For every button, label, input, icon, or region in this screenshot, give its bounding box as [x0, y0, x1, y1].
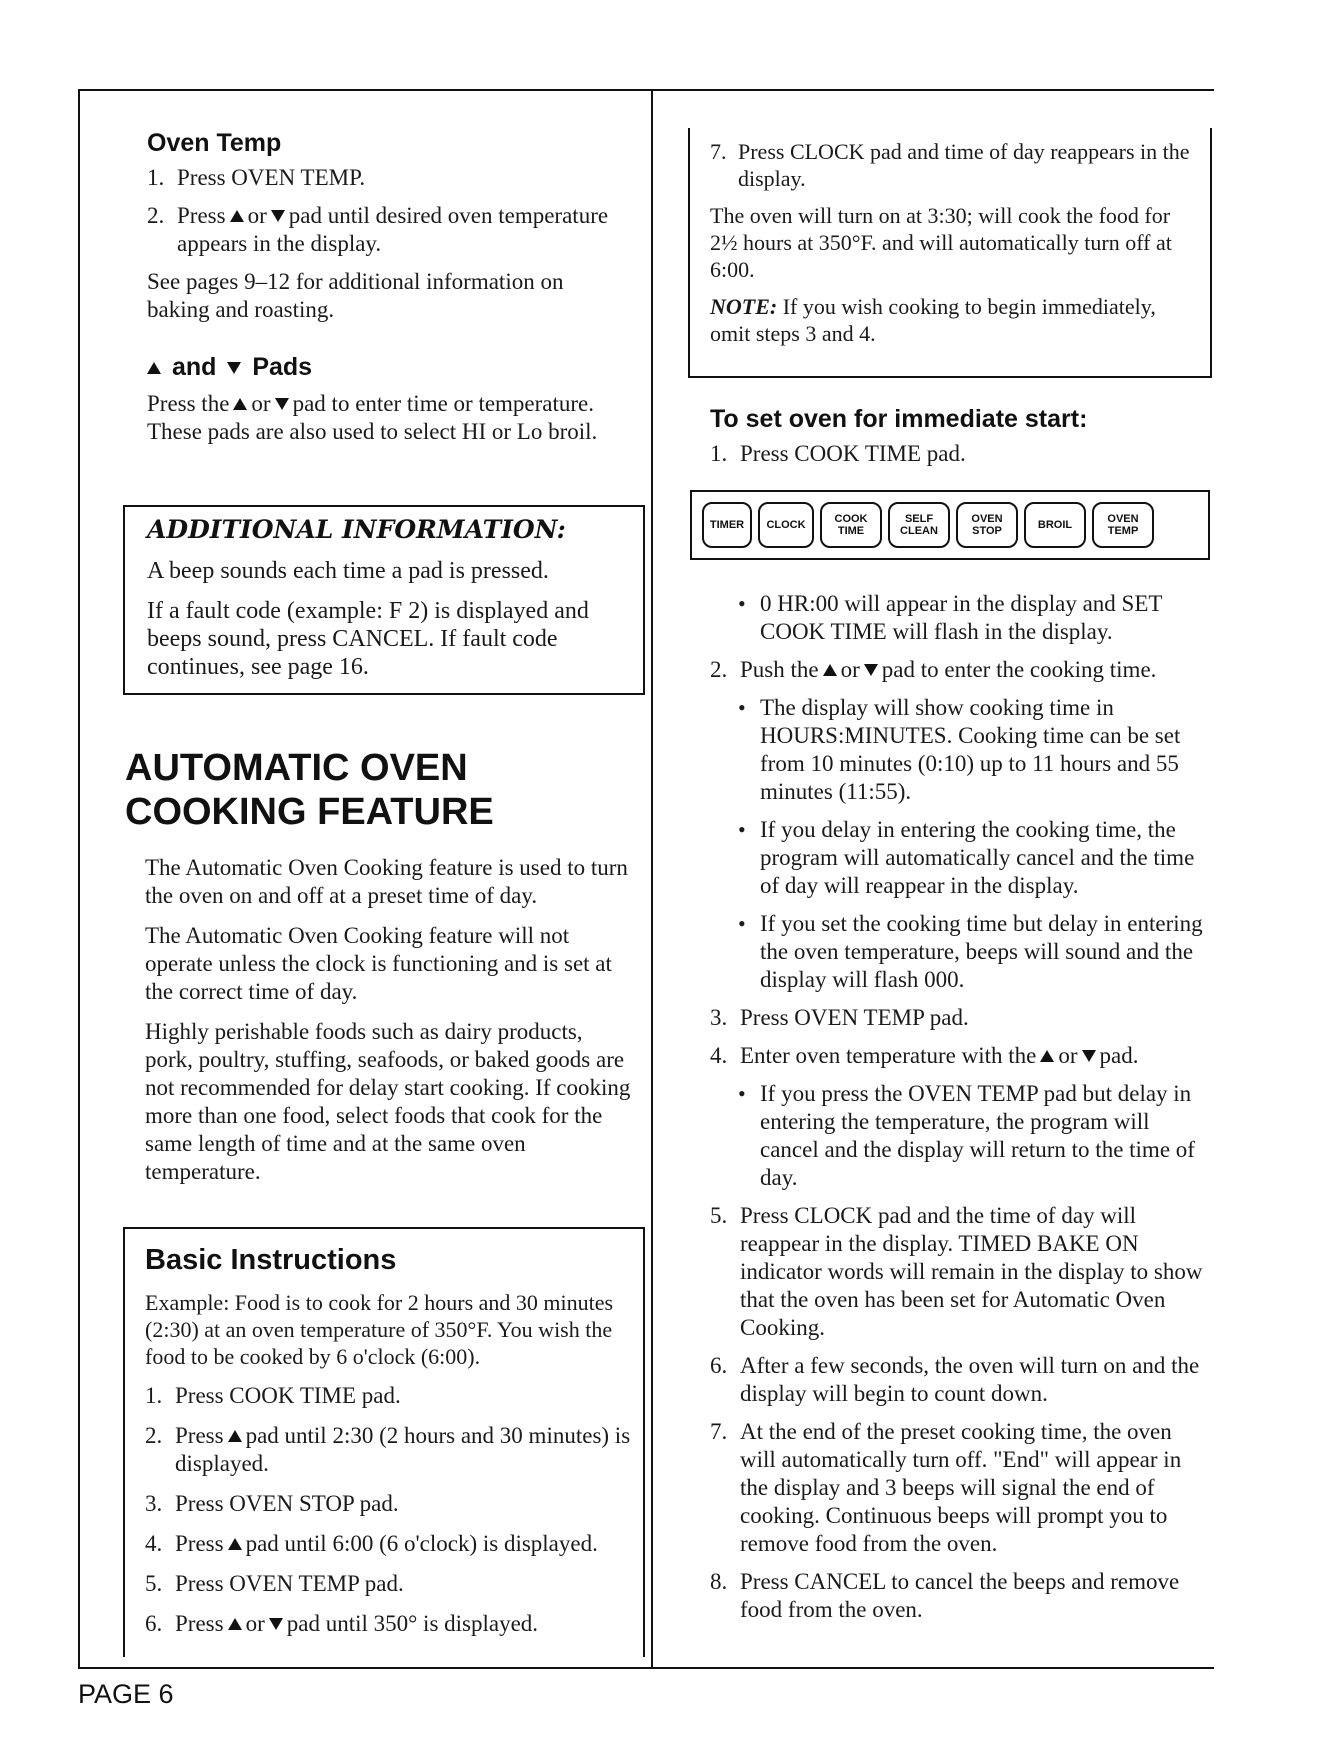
up-arrow-icon: [1040, 1050, 1054, 1062]
key-self-clean: SELF CLEAN: [888, 502, 950, 548]
oven-temp-note: See pages 9–12 for additional information on baking and roasting.: [147, 269, 564, 322]
immediate-step-3: 3. Press OVEN TEMP pad.: [710, 1005, 969, 1030]
cont-step-7: 7. Press CLOCK pad and time of day reappears in the display.: [710, 139, 1190, 191]
basic-instructions-box: [123, 1227, 645, 1657]
basic-step-1: 1. Press COOK TIME pad.: [145, 1383, 401, 1408]
immediate-step-5: 5. Press CLOCK pad and the time of day will reappear in the display. TIMED BAKE ON indicator words will remain in the display to show that the oven has been set for Automatic Oven Cooking.: [710, 1203, 1203, 1340]
down-arrow-icon: [275, 398, 289, 410]
up-arrow-icon: [233, 398, 247, 410]
up-arrow-icon: [823, 664, 837, 676]
down-arrow-icon: [269, 1618, 283, 1630]
oven-temp-step-1: 1. Press OVEN TEMP.: [147, 165, 366, 190]
down-arrow-icon: [271, 210, 285, 222]
immediate-bullet-3: • If you delay in entering the cooking time, the program will automatically cancel and the time of day will reappear in the display.: [738, 817, 1195, 898]
immediate-start-heading: To set oven for immediate start:: [710, 405, 1088, 433]
basic-step-3: 3. Press OVEN STOP pad.: [145, 1491, 399, 1516]
up-arrow-icon: [230, 210, 244, 222]
key-oven-stop: OVEN STOP: [956, 502, 1018, 548]
bottom-rule: [78, 1667, 1214, 1669]
key-clock: CLOCK: [758, 502, 814, 548]
up-arrow-icon: [228, 1618, 242, 1630]
immediate-step-6: 6. After a few seconds, the oven will turn on and the display will begin to count down.: [710, 1353, 1200, 1406]
key-broil: BROIL: [1024, 502, 1086, 548]
cont-p1: The oven will turn on at 3:30; will cook the food for 2½ hours at 350°F. and will automatically turn off at 6:00.: [710, 203, 1172, 282]
immediate-step-4: 4. Enter oven temperature with the or pad.: [710, 1043, 1139, 1068]
key-oven-temp: OVEN TEMP: [1092, 502, 1154, 548]
pads-heading: and Pads: [147, 352, 627, 382]
oven-temp-step-2: 2. Press or pad until desired oven temperature appears in the display.: [147, 203, 609, 256]
immediate-start-heading-block: [710, 404, 1210, 468]
key-timer: TIMER: [702, 502, 752, 548]
immediate-bullet-2: • The display will show cooking time in HOURS:MINUTES. Cooking time can be set from 10 minutes (0:10) up to 11 hours and 55 minutes (11:55).: [738, 695, 1181, 804]
immediate-bullet-5: • If you press the OVEN TEMP pad but delay in entering the temperature, the program will cancel and the display will return to the time of day.: [738, 1081, 1195, 1190]
basic-instructions-heading: Basic Instructions: [145, 1244, 397, 1276]
basic-step-2: 2. Press pad until 2:30 (2 hours and 30 minutes) is displayed.: [145, 1423, 631, 1476]
column-divider: [651, 89, 653, 1667]
top-rule: [78, 89, 1214, 91]
basic-example: Example: Food is to cook for 2 hours and 30 minutes (2:30) at an oven temperature of 350°F. You wish the food to be cooked by 6 o'clock (6:00).: [145, 1290, 614, 1369]
additional-info-p1: A beep sounds each time a pad is pressed.: [147, 558, 549, 584]
pads-section: [147, 352, 627, 446]
automatic-oven-title: AUTOMATIC OVEN COOKING FEATURE: [125, 747, 494, 833]
additional-info-box: [123, 505, 645, 695]
up-arrow-icon: [228, 1430, 242, 1442]
basic-step-5: 5. Press OVEN TEMP pad.: [145, 1571, 404, 1596]
auto-p3: Highly perishable foods such as dairy products, pork, poultry, stuffing, seafoods, or baked goods are not recommended for delay start cooking. If cooking more than one food, select foods that cook for the same length of time and at the same oven temperature.: [145, 1019, 631, 1184]
basic-step-6: 6. Press or pad until 350° is displayed.: [145, 1611, 539, 1636]
additional-info-p2: If a fault code (example: F 2) is displayed and beeps sound, press CANCEL. If fault code continues, see page 16.: [147, 598, 589, 680]
immediate-bullet-4: • If you set the cooking time but delay in entering the oven temperature, beeps will sound and the display will flash 000.: [738, 911, 1203, 992]
oven-temp-heading: Oven Temp: [147, 129, 282, 157]
control-panel-illustration: [690, 490, 1210, 560]
down-arrow-icon: [864, 664, 878, 676]
down-arrow-icon: [227, 362, 241, 374]
auto-p2: The Automatic Oven Cooking feature will not operate unless the clock is functioning and is set at the correct time of day.: [145, 923, 612, 1004]
immediate-bullet-1: • 0 HR:00 will appear in the display and SET COOK TIME will flash in the display.: [738, 591, 1163, 644]
cont-note: NOTE: If you wish cooking to begin immediately, omit steps 3 and 4.: [710, 294, 1156, 346]
immediate-step-7: 7. At the end of the preset cooking time, the oven will automatically turn off. "End" will appear in the display and 3 beeps will signal the end of cooking. Continuous beeps will prompt you to remove food from the oven.: [710, 1419, 1182, 1556]
automatic-oven-body: [145, 854, 635, 1186]
key-cook-time: COOK TIME: [820, 502, 882, 548]
continued-steps-box: [688, 128, 1212, 378]
up-arrow-icon: [228, 1538, 242, 1550]
down-arrow-icon: [1082, 1050, 1096, 1062]
additional-info-heading: ADDITIONAL INFORMATION:: [147, 515, 566, 544]
basic-step-4: 4. Press pad until 6:00 (6 o'clock) is displayed.: [145, 1531, 598, 1556]
up-arrow-icon: [147, 362, 161, 374]
pads-text: Press the or pad to enter time or temperature. These pads are also used to select HI or Lo broil.: [147, 391, 598, 444]
immediate-step-2: 2. Push the or pad to enter the cooking time.: [710, 657, 1157, 682]
auto-p1: The Automatic Oven Cooking feature is used to turn the oven on and off at a preset time of day.: [145, 855, 628, 908]
left-edge-rule: [78, 89, 80, 1667]
immediate-step-8: 8. Press CANCEL to cancel the beeps and remove food from the oven.: [710, 1569, 1180, 1622]
oven-temp-section: [147, 128, 627, 324]
page-number: PAGE 6: [78, 1679, 174, 1709]
immediate-start-steps: [710, 590, 1205, 1624]
immediate-step-1: 1. Press COOK TIME pad.: [710, 441, 966, 466]
